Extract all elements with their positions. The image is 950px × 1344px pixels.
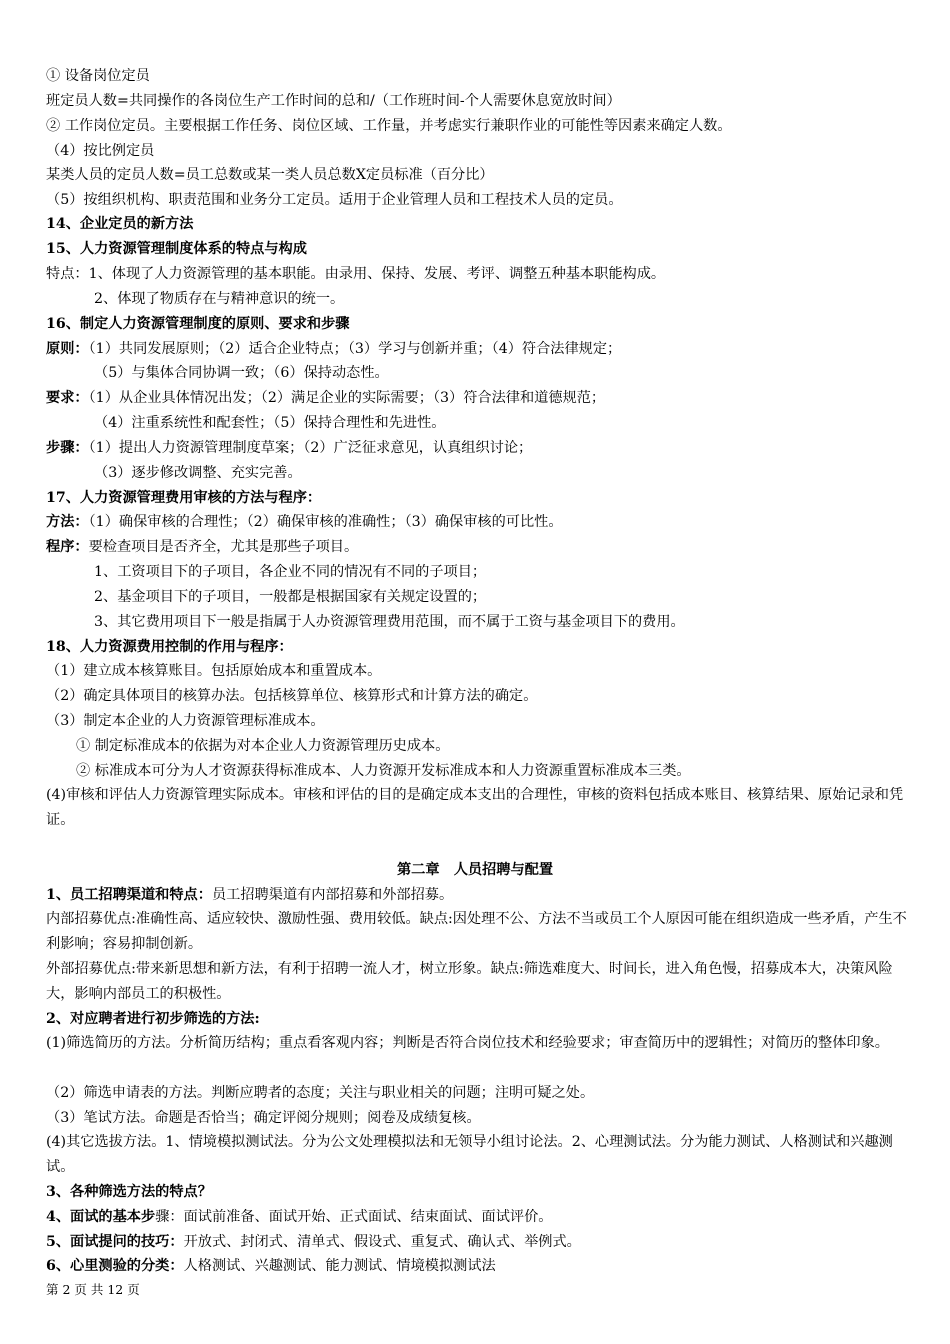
text-line: [46, 386, 908, 410]
text-line: [46, 337, 908, 361]
inline-text: 员工招聘渠道有内部招募和外部招募。: [211, 887, 454, 903]
text-line: ① 设备岗位定员: [46, 68, 150, 84]
inline-label: 原则：: [46, 341, 89, 357]
text-line: 2、基金项目下的子项目，一般都是根据国家有关规定设置的；: [94, 589, 487, 605]
text-line: 1、工资项目下的子项目，各企业不同的情况有不同的子项目；: [94, 564, 487, 580]
inline-label: 4、面试的基本步: [46, 1209, 156, 1225]
section-heading: 2、对应聘者进行初步筛选的方法:: [46, 1011, 260, 1027]
inline-label: 程序：: [46, 539, 89, 555]
text-line: [46, 436, 908, 460]
text-line: 班定员人数=共同操作的各岗位生产工作时间的总和/（工作班时间-个人需要休息宽放时间）: [46, 93, 621, 109]
section-heading: 17、人力资源管理费用审核的方法与程序：: [46, 490, 322, 506]
section-heading: 15、人力资源管理制度体系的特点与构成: [46, 241, 307, 257]
inline-label: 方法：: [46, 514, 89, 530]
paragraph: 内部招募优点:准确性高、适应较快、激励性强、费用较低。缺点:因处理不公、方法不当或员工个人原因可能在组织造成一些矛盾，产生不利影响；容易抑制创新。: [46, 911, 907, 952]
inline-label: 要求：: [46, 390, 89, 406]
text-line: [46, 535, 908, 559]
text-line: ① 制定标准成本的依据为对本企业人力资源管理历史成本。: [76, 738, 450, 754]
inline-text: （1）提出人力资源管理制度草案；（2）广泛征求意见，认真组织讨论；: [88, 440, 533, 456]
text-line: （1）建立成本核算账目。包括原始成本和重置成本。: [46, 663, 382, 679]
section-heading: 18、人力资源费用控制的作用与程序：: [46, 639, 293, 655]
inline-label: 6、心里测验的分类：: [46, 1258, 184, 1274]
inline-label-tail: 骤：: [155, 1209, 184, 1225]
inline-label: 步骤：: [46, 440, 89, 456]
inline-text: （1）确保审核的合理性；（2）确保审核的准确性；（3）确保审核的可比性。: [88, 514, 563, 530]
inline-label: 1、员工招聘渠道和特点：: [46, 887, 212, 903]
text-line: ② 工作岗位定员。主要根据工作任务、岗位区域、工作量，并考虑实行兼职作业的可能性等因素来确定人数。: [46, 118, 732, 134]
text-line: [46, 1205, 908, 1229]
paragraph: (1)筛选简历的方法。分析简历结构；重点看客观内容；判断是否符合岗位技术和经验要求；审查简历中的逻辑性；对简历的整体印象。: [46, 1035, 889, 1051]
paragraph: (4)审核和评估人力资源管理实际成本。审核和评估的目的是确定成本支出的合理性，审核的资料包括成本账目、核算结果、原始记录和凭证。: [46, 787, 904, 828]
text-line: （2）筛选申请表的方法。判断应聘者的态度；关注与职业相关的问题；注明可疑之处。: [46, 1085, 595, 1101]
text-line: （3）制定本企业的人力资源管理标准成本。: [46, 713, 325, 729]
text-line: 某类人员的定员人数=员工总数或某一类人员总数X定员标准（百分比）: [46, 167, 494, 183]
paragraph: (4)其它选拔方法。1、情境模拟测试法。分为公文处理模拟法和无领导小组讨论法。2、心理测试法。分为能力测试、人格测试和兴趣测试。: [46, 1134, 893, 1175]
text-line: 2、体现了物质存在与精神意识的统一。: [94, 291, 345, 307]
text-line: [46, 1254, 908, 1278]
text-line: 3、其它费用项目下一般是指属于人办资源管理费用范围，而不属于工资与基金项目下的费用。: [94, 614, 685, 630]
text-line: [46, 510, 908, 534]
inline-text: 面试前准备、面试开始、正式面试、结束面试、面试评价。: [183, 1209, 553, 1225]
text-line: （4）按比例定员: [46, 143, 155, 159]
section-heading: 16、制定人力资源管理制度的原则、要求和步骤: [46, 316, 350, 332]
text-line: （2）确定具体项目的核算办法。包括核算单位、核算形式和计算方法的确定。: [46, 688, 538, 704]
text-line: （5）与集体合同协调一致；（6）保持动态性。: [94, 365, 389, 381]
text-line: 特点：1、体现了人力资源管理的基本职能。由录用、保持、发展、考评、调整五种基本职能构成。: [46, 266, 666, 282]
inline-text: （1）共同发展原则；（2）适合企业特点；（3）学习与创新并重；（4）符合法律规定；: [88, 341, 622, 357]
inline-label: 5、面试提问的技巧：: [46, 1234, 184, 1250]
inline-text: 要检查项目是否齐全，尤其是那些子项目。: [88, 539, 359, 555]
section-heading: 3、各种筛选方法的特点？: [46, 1184, 212, 1200]
page-footer: 第 2 页 共 12 页: [46, 1282, 140, 1297]
chapter-title: 第二章 人员招聘与配置: [396, 862, 554, 878]
text-line: （3）笔试方法。命题是否恰当；确定评阅分规则；阅卷及成绩复核。: [46, 1110, 481, 1126]
text-line: （3）逐步修改调整、充实完善。: [94, 465, 302, 481]
section-heading: 14、企业定员的新方法: [46, 216, 194, 232]
inline-text: 开放式、封闭式、清单式、假设式、重复式、确认式、举例式。: [183, 1234, 581, 1250]
text-line: ② 标准成本可分为人才资源获得标准成本、人力资源开发标准成本和人力资源重置标准成本三类。: [76, 763, 691, 779]
text-line: （4）注重系统性和配套性；（5）保持合理性和先进性。: [94, 415, 446, 431]
text-line: [46, 1230, 908, 1254]
text-line: [46, 883, 908, 907]
text-line: （5）按组织机构、职责范围和业务分工定员。适用于企业管理人员和工程技术人员的定员。: [46, 192, 623, 208]
paragraph: 外部招募优点:带来新思想和新方法，有利于招聘一流人才，树立形象。缺点:筛选难度大、时间长，进入角色慢，招募成本大，决策风险大，影响内部员工的积极性。: [46, 961, 893, 1002]
inline-text: 人格测试、兴趣测试、能力测试、情境模拟测试法: [183, 1258, 496, 1274]
inline-text: （1）从企业具体情况出发；（2）满足企业的实际需要；（3）符合法律和道德规范；: [88, 390, 606, 406]
